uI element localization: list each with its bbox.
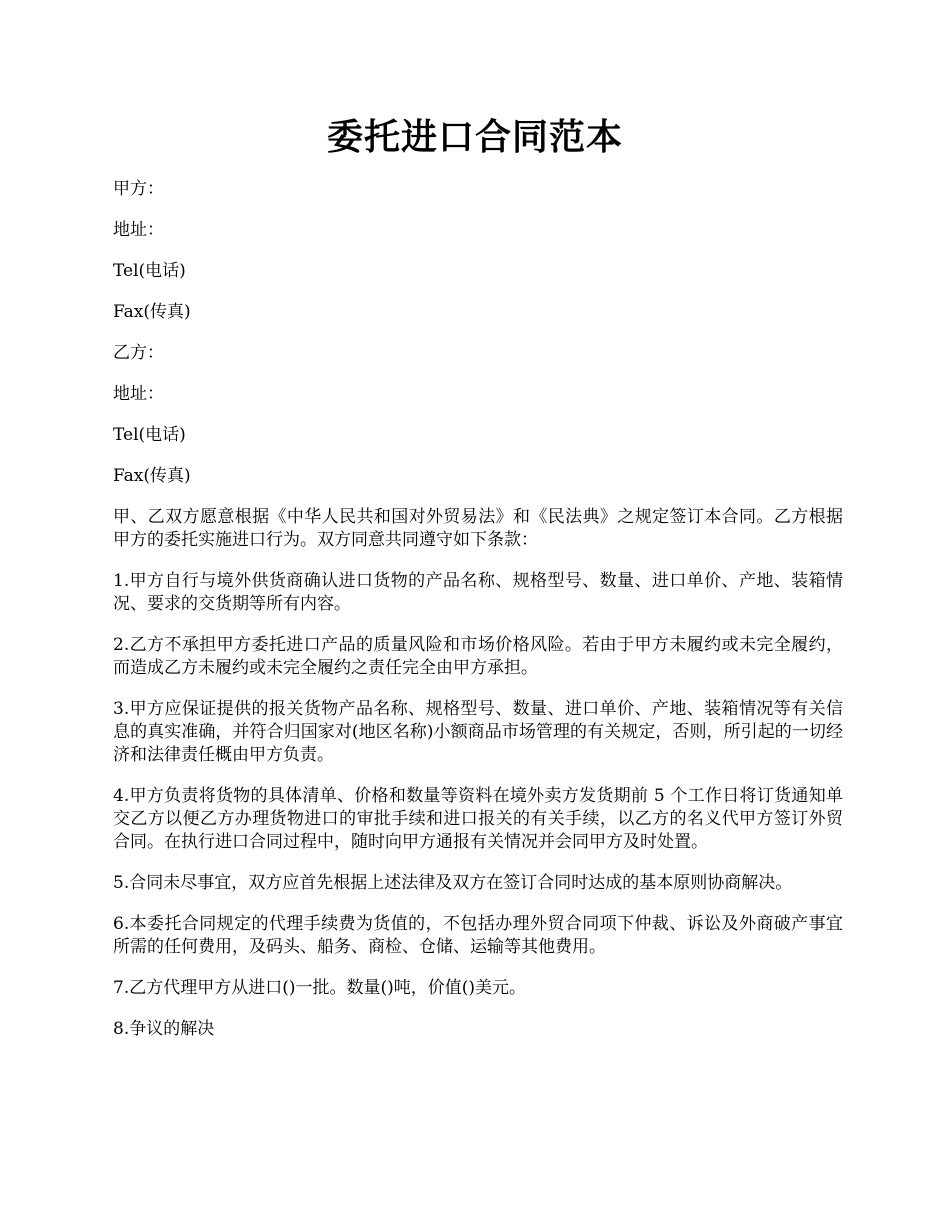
preamble-paragraph: 甲、乙双方愿意根据《中华人民共和国对外贸易法》和《民法典》之规定签订本合同。乙方根据甲方的委托实施进口行为。双方同意共同遵守如下条款：: [113, 507, 843, 550]
party-a-tel-label: Tel(电话): [113, 261, 186, 281]
clause-3: 3.甲方应保证提供的报关货物产品名称、规格型号、数量、进口单价、产地、装箱情况等有关信息的真实准确，并符合归国家对(地区名称)小额商品市场管理的有关规定，否则，所引起的一切经济和法律责任概由甲方负责。: [113, 699, 843, 765]
party-b-tel-label: Tel(电话): [113, 425, 186, 445]
clause-5: 5.合同未尽事宜，双方应首先根据上述法律及双方在签订合同时达成的基本原则协商解决。: [113, 873, 793, 893]
clause-6: 6.本委托合同规定的代理手续费为货值的，不包括办理外贸合同项下仲裁、诉讼及外商破产事宜所需的任何费用，及码头、船务、商检、仓储、运输等其他费用。: [113, 914, 843, 957]
party-b-name-label: 乙方：: [113, 343, 164, 363]
clause-8-heading: 8.争议的解决: [113, 1019, 215, 1039]
party-a-address-label: 地址：: [113, 220, 164, 240]
clause-4: 4.甲方负责将货物的具体清单、价格和数量等资料在境外卖方发货期前 5 个工作日将订货通知单交乙方以便乙方办理货物进口的审批手续和进口报关的有关手续，以乙方的名义代甲方签订外贸合同。在执行进口合同过程中，随时向甲方通报有关情况并会同甲方及时处置。: [113, 786, 843, 852]
clause-2: 2.乙方不承担甲方委托进口产品的质量风险和市场价格风险。若由于甲方未履约或未完全履约，而造成乙方未履约或未完全履约之责任完全由甲方承担。: [113, 635, 843, 678]
party-b-address-label: 地址：: [113, 384, 164, 404]
party-b-fax-label: Fax(传真): [113, 466, 191, 486]
party-a-name-label: 甲方：: [113, 179, 164, 199]
document-body: [113, 178, 843, 1059]
document-title: 委托进口合同范本: [326, 116, 623, 158]
clause-7: 7.乙方代理甲方从进口()一批。数量()吨，价值()美元。: [113, 978, 527, 998]
clause-1: 1.甲方自行与境外供货商确认进口货物的产品名称、规格型号、数量、进口单价、产地、装箱情况、要求的交货期等所有内容。: [113, 571, 843, 614]
party-a-fax-label: Fax(传真): [113, 302, 191, 322]
